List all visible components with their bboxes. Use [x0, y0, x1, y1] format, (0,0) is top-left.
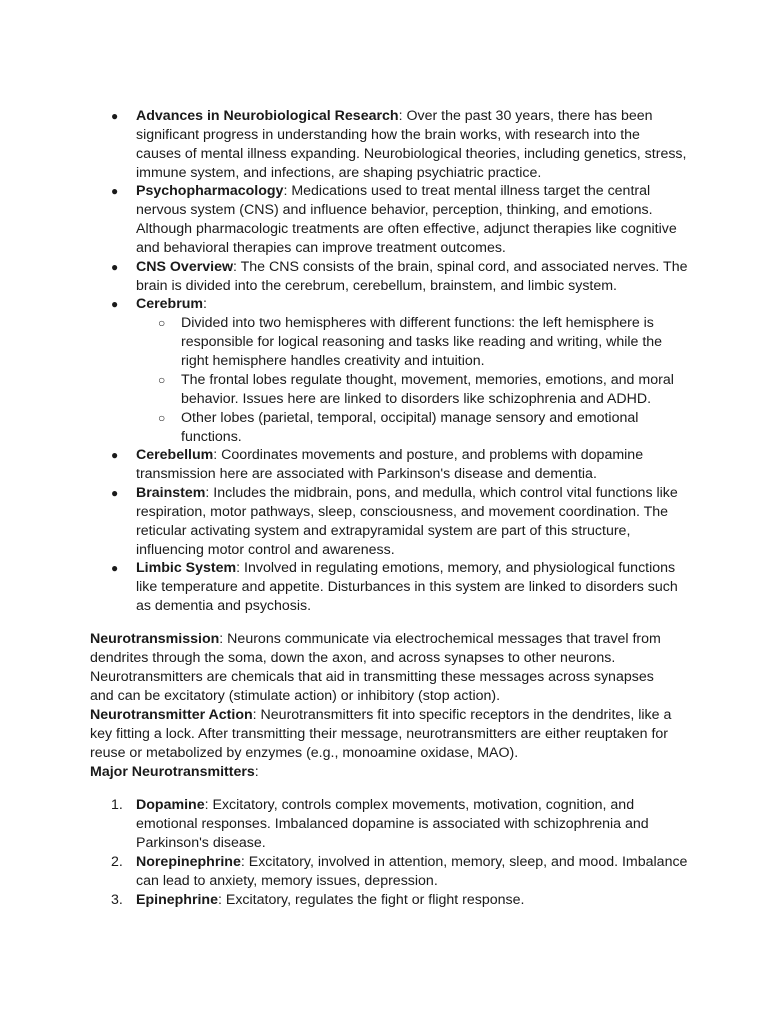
bullet-marker: ●: [111, 561, 119, 575]
sub-bullet-marker: ○: [158, 373, 166, 387]
numbered-item-text: [136, 891, 688, 910]
list-item-term: Brainstem: [136, 485, 206, 501]
numbered-item-body: : Excitatory, regulates the fight or flight response.: [217, 892, 525, 908]
numbered-item-body: : Excitatory, involved in attention, memory, sleep, and mood. Imbalance can lead to anxiety, memory issues, depression.: [136, 854, 688, 889]
list-item-body: : Includes the midbrain, pons, and medulla, which control vital functions like respiration, motor pathways, sleep, consciousness, and movement coordination. The reticular activating system and extrapyramidal system are part of this structure, influencing motor control and awareness.: [136, 485, 678, 558]
paragraph-body: : Neurons communicate via electrochemical messages that travel from dendrites through the soma, down the axon, and across synapses to other neurons. Neurotransmitters are chemicals that aid in transmitting these messages across synapses and can be excitatory (stimulate action) or inhibitory (stop action).: [90, 631, 661, 704]
list-item-term: Cerebrum: [136, 296, 204, 312]
number-marker: 2.: [111, 854, 123, 870]
list-item-term: Cerebellum: [136, 447, 214, 463]
sub-list-item-text: Other lobes (parietal, temporal, occipital) manage sensory and emotional functions.: [181, 410, 639, 445]
bullet-marker: ●: [111, 297, 119, 311]
list-item-text: [136, 182, 688, 258]
paragraph-major-neurotransmitters: [90, 763, 680, 782]
number-marker: 3.: [111, 892, 123, 908]
list-item-text: [136, 559, 688, 616]
list-item-term: Psychopharmacology: [136, 183, 284, 199]
list-item-body: :: [203, 296, 207, 312]
list-item-body: : Involved in regulating emotions, memory, and physiological functions like temperature and appetite. Disturbances in this system are linked to disorders such as dementia and psychosis.: [136, 560, 678, 614]
paragraph-neurotransmitter-action: [90, 706, 680, 763]
list-item-text: [136, 295, 688, 314]
list-item-term: Advances in Neurobiological Research: [136, 108, 399, 124]
sub-list-item-text: Divided into two hemispheres with different functions: the left hemisphere is responsible for logical reasoning and tasks like reading and writing, while the right hemisphere handles creativity and intuition.: [181, 315, 663, 369]
list-item-text: [136, 258, 688, 296]
numbered-item-text: [136, 853, 688, 891]
paragraph-body: :: [254, 764, 259, 780]
paragraph-term: Major Neurotransmitters: [90, 764, 255, 780]
numbered-item-term: Norepinephrine: [136, 854, 241, 870]
list-item-body: : Coordinates movements and posture, and problems with dopamine transmission here are associated with Parkinson's disease and dementia.: [136, 447, 644, 482]
bullet-marker: ●: [111, 109, 119, 123]
number-marker: 1.: [111, 797, 123, 813]
numbered-item-term: Epinephrine: [136, 892, 218, 908]
list-item-text: [136, 484, 688, 560]
list-item-body: : The CNS consists of the brain, spinal cord, and associated nerves. The brain is divided into the cerebrum, cerebellum, brainstem, and limbic system.: [136, 259, 688, 294]
paragraph-neurotransmission: [90, 630, 680, 706]
sub-list-item-text: The frontal lobes regulate thought, movement, memories, emotions, and moral behavior. Issues here are linked to disorders like schizophrenia and ADHD.: [181, 372, 674, 407]
sub-bullet-marker: ○: [158, 411, 166, 425]
numbered-item-text: [136, 796, 688, 853]
bullet-marker: ●: [111, 486, 119, 500]
list-item-term: CNS Overview: [136, 259, 233, 275]
list-item-term: Limbic System: [136, 560, 237, 576]
sub-bullet-marker: ○: [158, 316, 166, 330]
bullet-marker: ●: [111, 260, 119, 274]
list-item-text: [136, 446, 688, 484]
paragraph-term: Neurotransmitter Action: [90, 707, 253, 723]
bullet-marker: ●: [111, 448, 119, 462]
list-item-body: : Over the past 30 years, there has been significant progress in understanding how the brain works, with research into the causes of mental illness expanding. Neurobiological theories, including genetics, stress, immune system, and infections, are shaping psychiatric practice.: [136, 108, 687, 181]
bullet-marker: ●: [111, 184, 119, 198]
numbered-item-body: : Excitatory, controls complex movements, motivation, cognition, and emotional responses. Imbalanced dopamine is associated with schizophrenia and Parkinson's disease.: [136, 797, 649, 851]
paragraph-term: Neurotransmission: [90, 631, 220, 647]
list-item-body: : Medications used to treat mental illness target the central nervous system (CNS) and influence behavior, perception, thinking, and emotions. Although pharmacologic treatments are often effective, adjunct therapies like cognitive and behavioral therapies can improve treatment outcomes.: [136, 183, 677, 256]
numbered-item-term: Dopamine: [136, 797, 205, 813]
list-item-text: [136, 107, 688, 183]
paragraph-body: : Neurotransmitters fit into specific receptors in the dendrites, like a key fitting a lock. After transmitting their message, neurotransmitters are either reuptaken for reuse or metabolized by enzymes (e.g., monoamine oxidase, MAO).: [90, 707, 672, 761]
